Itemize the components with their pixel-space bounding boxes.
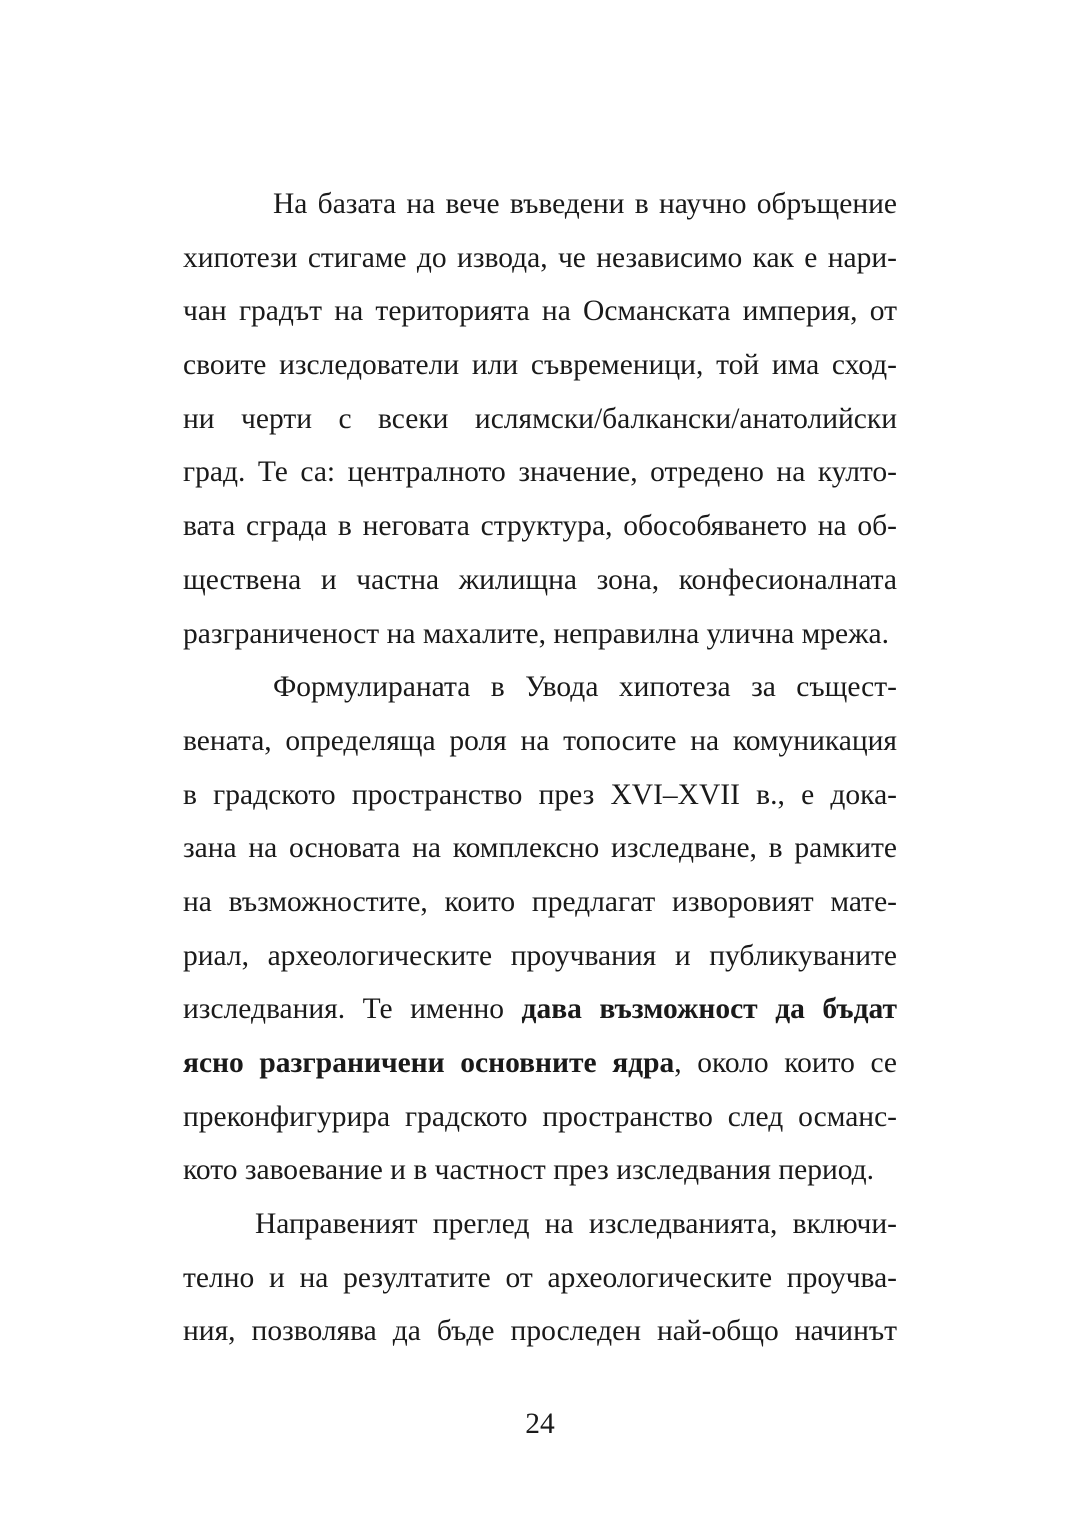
- text-line: Направеният преглед на изследванията, включи-: [255, 1208, 897, 1241]
- text-line: град. Те са: централното значение, отредено на култо-: [183, 456, 897, 489]
- text-line: в градското пространство през XVI–XVII в., е дока-: [183, 778, 897, 811]
- text-line: своите изследователи или съвременици, той има сход-: [183, 349, 897, 382]
- text-line: ществена и частна жилищна зона, конфесионалната: [183, 563, 897, 596]
- bold-text: дава възможност да бъдат: [521, 993, 897, 1026]
- text-line: [183, 983, 897, 1037]
- text-run: , около които се: [674, 1047, 897, 1079]
- text-run: изследвания. Те именно: [183, 993, 522, 1026]
- text-line: [183, 1037, 897, 1091]
- text-line: чан градът на територията на Османската империя, от: [183, 295, 897, 328]
- text-line: на възможностите, които предлагат изворовият мате-: [183, 885, 897, 918]
- text-line: Формулираната в Увода хипотеза за същест-: [273, 671, 897, 704]
- text-line: преконфигурира градското пространство след османс-: [183, 1100, 897, 1133]
- text-line: ния, позволява да бъде проследен най-общо начинът: [183, 1315, 897, 1348]
- text-line: риал, археологическите проучвания и публикуваните: [183, 939, 897, 972]
- text-line: телно и на резултатите от археологическите проучва-: [183, 1261, 897, 1294]
- text-line: вената, определяща роля на топосите на комуникация: [183, 724, 897, 757]
- text-line: кото завоевание и в частност през изследвания период.: [183, 1154, 875, 1187]
- text-line: ни черти с всеки ислямски/балкански/анатолийски: [183, 402, 897, 435]
- text-line: вата сграда в неговата структура, обособяването на об-: [183, 510, 897, 543]
- text-line: На базата на вече въведени в научно обръщение: [273, 188, 897, 220]
- bold-text: ясно разграничени основните ядра: [183, 1047, 675, 1079]
- body-text: [183, 178, 897, 1359]
- text-line: хипотези стигаме до извода, че независимо как е нари-: [183, 241, 897, 274]
- page-number: 24: [525, 1408, 555, 1440]
- text-line: зана на основата на комплексно изследване, в рамките: [183, 832, 897, 865]
- text-line: разграниченост на махалите, неправилна улична мрежа.: [183, 617, 889, 650]
